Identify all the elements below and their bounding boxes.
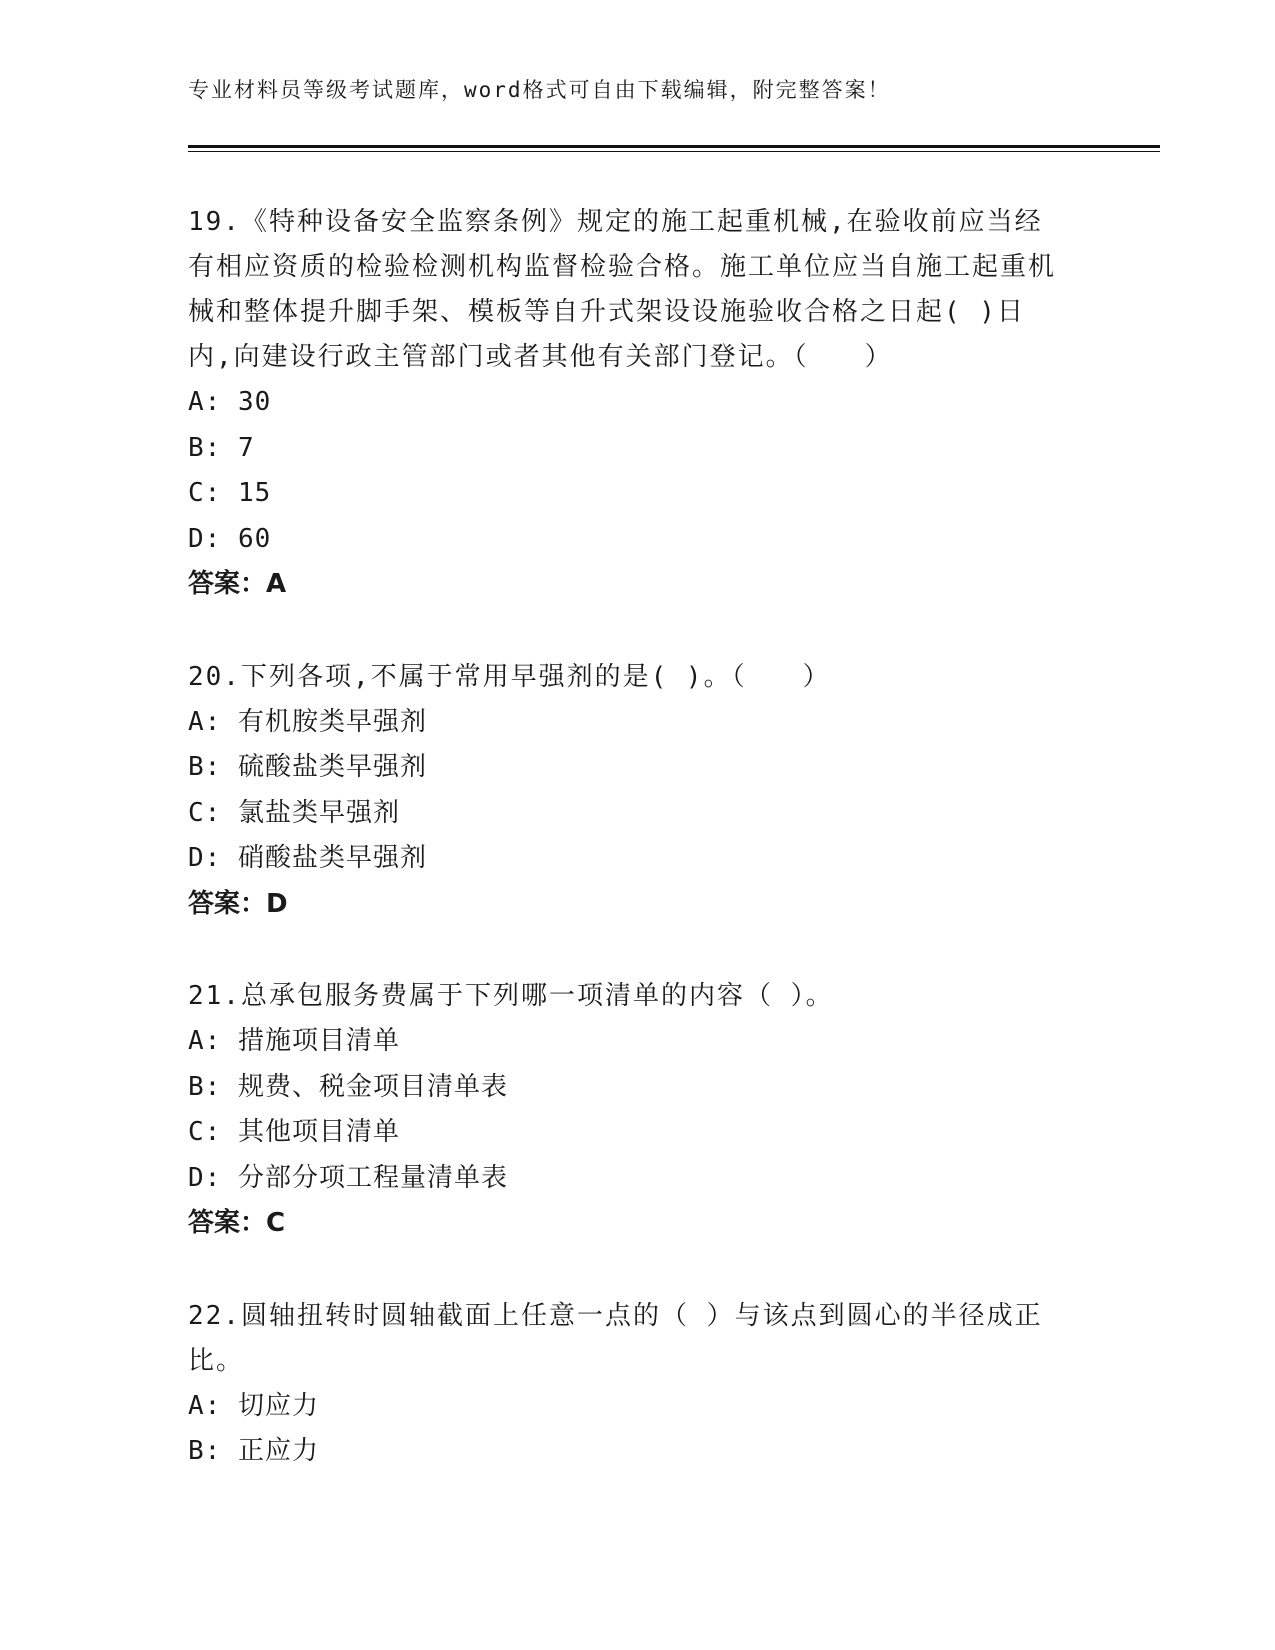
question-list [188, 200, 1068, 1475]
question-stem: 20.下列各项,不属于常用早强剂的是( )。（ ） [188, 661, 831, 692]
question-spacer [188, 927, 1068, 974]
option-a: A: 有机胺类早强剂 [188, 706, 427, 737]
answer: 答案：C [188, 1208, 286, 1238]
option-b: B: 规费、税金项目清单表 [188, 1071, 508, 1102]
option-a: A: 措施项目清单 [188, 1026, 400, 1056]
option-c: C: 其他项目清单 [188, 1117, 400, 1147]
question-stem: 19.《特种设备安全监察条例》规定的施工起重机械,在验收前应当经有相应资质的检验检测机构监督检验合格。施工单位应当自施工起重机械和整体提升脚手架、模板等自升式架设设施验收合格之日起( )日内,向建设行政主管部门或者其他有关部门登记。（ ） [188, 207, 1057, 372]
option-b: B: 正应力 [188, 1436, 319, 1466]
question-22 [188, 1294, 1068, 1475]
answer: 答案：D [188, 888, 288, 919]
option-b: B: 7 [188, 432, 255, 463]
header-rule-thin [188, 151, 1160, 152]
question-19 [188, 200, 1068, 608]
answer: 答案：A [188, 569, 287, 599]
header-rule-thick [188, 145, 1160, 148]
question-stem: 22.圆轴扭转时圆轴截面上任意一点的（ ）与该点到圆心的半径成正比。 [188, 1300, 1043, 1376]
option-c: C: 15 [188, 478, 272, 508]
option-d: D: 分部分项工程量清单表 [188, 1162, 508, 1193]
option-d: D: 硝酸盐类早强剂 [188, 843, 427, 873]
question-20 [188, 655, 1068, 928]
question-spacer [188, 1247, 1068, 1294]
question-stem: 21.总承包服务费属于下列哪一项清单的内容（ ）。 [188, 981, 834, 1011]
option-d: D: 60 [188, 523, 272, 554]
question-spacer [188, 608, 1068, 655]
question-21 [188, 974, 1068, 1247]
page-header: 专业材料员等级考试题库，word格式可自由下载编辑，附完整答案！ [188, 78, 891, 102]
option-b: B: 硫酸盐类早强剂 [188, 752, 427, 782]
option-a: A: 30 [188, 387, 272, 417]
option-a: A: 切应力 [188, 1390, 319, 1421]
option-c: C: 氯盐类早强剂 [188, 797, 400, 828]
